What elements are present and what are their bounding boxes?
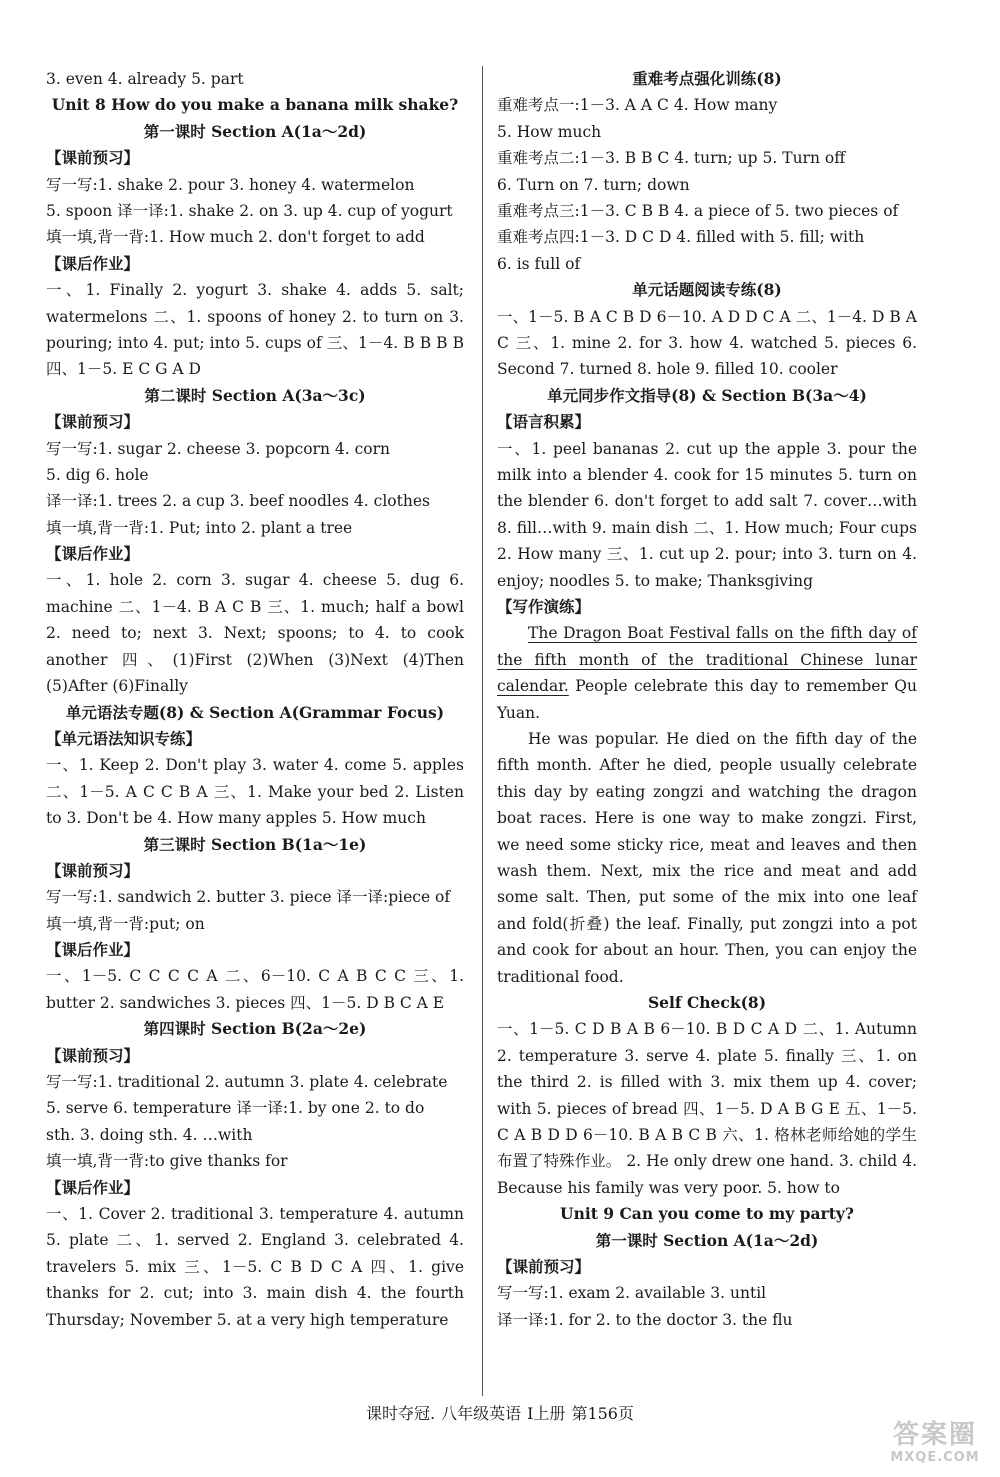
answer-paragraph: 一、1. Finally 2. yogurt 3. shake 4. adds 5. salt; watermelons 二、1. spoons of honey 2. to turn on 3. pouring; into 4. put; into 5. cups of 三、1－4. B B B B 四、1－5. E C G A D (46, 281, 464, 379)
subsection-heading: 【写作演练】 (497, 596, 591, 616)
essay-underlined-sentence: The Dragon Boat Festival falls on the fifth day of the fifth month of the traditional Chinese lunar calendar. (497, 624, 917, 696)
answer-line: 6. is full of (497, 254, 581, 273)
answer-line: 填一填,背一背:put; on (46, 914, 205, 933)
section-heading: 第一课时 Section A(1a～2d) (595, 1230, 819, 1250)
subsection-heading: 【课后作业】 (46, 940, 140, 960)
answer-line: 5. spoon 译一译:1. shake 2. on 3. up 4. cup of yogurt (46, 201, 453, 220)
subsection-heading: 【课前预习】 (46, 1045, 140, 1065)
right-column (497, 66, 917, 1333)
answer-line: 写一写:1. shake 2. pour 3. honey 4. watermelon (46, 175, 415, 194)
section-heading: 第四课时 Section B(2a～2e) (143, 1019, 367, 1039)
watermark-bottom: MXQE.COM (890, 1450, 980, 1465)
subsection-heading: 【课后作业】 (46, 253, 140, 273)
section-heading: 单元同步作文指导(8) & Section B(3a～4) (547, 385, 867, 405)
essay-paragraph-2: He was popular. He died on the fifth day of the fifth month. After he died, people usually celebrate this day by eating zongzi and watching the dragon boat races. Here is one way to make zongzi. First, we need some sticky rice, meat and leaves and then wash them. Next, mix the rice and meat and add some salt. Then, put some of the mix into one leaf and fold(折叠) the leaf. Finally, put zongzi into a pot and cook for about an hour. Then, you can enjoy the traditional food. (497, 729, 917, 986)
subsection-heading: 【课前预习】 (46, 148, 140, 168)
answer-line: 译一译:1. trees 2. a cup 3. beef noodles 4. clothes (46, 492, 430, 511)
subsection-heading: 【课后作业】 (46, 544, 140, 564)
footer-volume: Ⅰ上册 (527, 1404, 566, 1423)
footer-book: 课时夺冠. (366, 1404, 436, 1423)
answer-paragraph: 一、1. hole 2. corn 3. sugar 4. cheese 5. dug 6. machine 二、1－4. B A C B 三、1. much; half a bowl 2. need to; next 3. Next; spoons; to 4. to cook another 四、(1)First (2)When (3)Next (4)Then (5)After (6)Finally (46, 571, 464, 696)
answer-line: 5. dig 6. hole (46, 465, 149, 484)
answer-line: 重难考点二:1－3. B B C 4. turn; up 5. Turn off (497, 149, 846, 168)
answer-paragraph: 一、1. peel bananas 2. cut up the apple 3. pour the milk into a blender 4. cook for 15 minutes 5. turn on the blender 6. don't forget to add salt 7. cover…with 8. fill…with 9. main dish 二、1. How much; Four cups 2. How many 三、1. cut up 2. pour; into 3. turn on 4. enjoy; noodles 5. to make; Thanksgiving (497, 439, 917, 590)
subsection-heading: 【课前预习】 (497, 1257, 591, 1277)
section-heading: Self Check(8) (647, 993, 767, 1013)
section-heading: 第一课时 Section A(1a～2d) (143, 121, 367, 141)
section-heading: 第三课时 Section B(1a～1e) (143, 834, 367, 854)
essay-paragraph-1 (497, 620, 917, 726)
answer-line: 填一填,背一背:1. Put; into 2. plant a tree (46, 518, 353, 537)
footer-grade: 八年级英语 (441, 1404, 522, 1423)
answer-line: 3. even 4. already 5. part (46, 70, 244, 88)
subsection-heading: 【课前预习】 (46, 412, 140, 432)
column-divider (482, 66, 483, 1396)
answer-line: 填一填,背一背:1. How much 2. don't forget to add (46, 228, 425, 247)
answer-line: 写一写:1. exam 2. available 3. until (497, 1284, 767, 1303)
watermark-top: 答案圈 (892, 1420, 977, 1450)
section-heading: 第二课时 Section A(3a～3c) (144, 385, 366, 405)
subsection-heading: 【语言积累】 (497, 412, 591, 432)
answer-line: 5. How much (497, 122, 602, 141)
answer-paragraph: 一、1. Cover 2. traditional 3. temperature 4. autumn 5. plate 二、1. served 2. England 3. celebrated 4. travelers 5. mix 三、1－5. C B D C A 四、1. give thanks for 2. cut; into 3. main dish 4. the fourth Thursday; November 5. at a very high temperature (46, 1205, 464, 1329)
watermark-logo (880, 1420, 990, 1472)
answer-paragraph: 一、1. Keep 2. Don't play 3. water 4. come 5. apples 二、1－5. A C C B A 三、1. Make your bed 2. Listen to 3. Don't be 4. How many apples 5. How much (46, 756, 464, 828)
subsection-heading: 【课前预习】 (46, 860, 140, 880)
subsection-heading: 【单元语法知识专练】 (46, 728, 202, 748)
answer-line: 填一填,背一背:to give thanks for (46, 1152, 288, 1171)
answer-paragraph: 一、1－5. B A C B D 6－10. A D D C A 二、1－4. D B A C 三、1. mine 2. for 3. how 4. watched 5. pieces 6. Second 7. turned 8. hole 9. filled 10. cooler (497, 307, 917, 379)
answer-line: 译一译:1. for 2. to the doctor 3. the flu (497, 1310, 793, 1329)
left-column (46, 66, 464, 1333)
answer-line: 写一写:1. sandwich 2. butter 3. piece 译一译:piece of (46, 888, 451, 907)
essay-sentence: People celebrate this day to remember Qu Yuan. (497, 677, 917, 722)
answer-line: sth. 3. doing sth. 4. …with (46, 1125, 253, 1144)
section-heading: Unit 9 Can you come to my party? (560, 1204, 854, 1224)
answer-line: 写一写:1. sugar 2. cheese 3. popcorn 4. corn (46, 439, 390, 458)
section-heading: 单元话题阅读专练(8) (632, 280, 782, 300)
section-heading: 单元语法专题(8) & Section A(Grammar Focus) (65, 702, 445, 722)
answer-line: 重难考点一:1－3. A A C 4. How many (497, 96, 778, 115)
answer-paragraph: 一、1－5. C C C C A 二、6－10. C A B C C 三、1. butter 2. sandwiches 3. pieces 四、1－5. D B C A E (46, 967, 464, 1012)
answer-paragraph: 一、1－5. C D B A B 6－10. B D C A D 二、1. Autumn 2. temperature 3. serve 4. plate 5. finally 三、1. on the third 2. is filled with 3. mix them up 4. cover; with 5. pieces of bread 四、1－5. D A B G E 五、1－5. C A B D D 6－10. B A B C B 六、1. 格林老师给她的学生布置了特殊作业。 2. He only drew one hand. 3. child 4. Because his family was very poor. 5. how to (497, 1020, 917, 1197)
answer-line: 6. Turn on 7. turn; down (497, 175, 690, 194)
footer-page: 第156页 (571, 1404, 634, 1423)
section-heading: 重难考点强化训练(8) (632, 69, 782, 88)
page-footer (0, 1401, 1000, 1424)
subsection-heading: 【课后作业】 (46, 1177, 140, 1197)
answer-line: 写一写:1. traditional 2. autumn 3. plate 4. celebrate (46, 1073, 448, 1092)
answer-line: 5. serve 6. temperature 译一译:1. by one 2. to do (46, 1099, 425, 1118)
section-heading: Unit 8 How do you make a banana milk shake? (51, 95, 459, 115)
answer-paragraph: 重难考点三:1－3. C B B 4. a piece of 5. two pieces of (497, 201, 899, 220)
answer-line: 重难考点四:1－3. D C D 4. filled with 5. fill; with (497, 228, 865, 247)
